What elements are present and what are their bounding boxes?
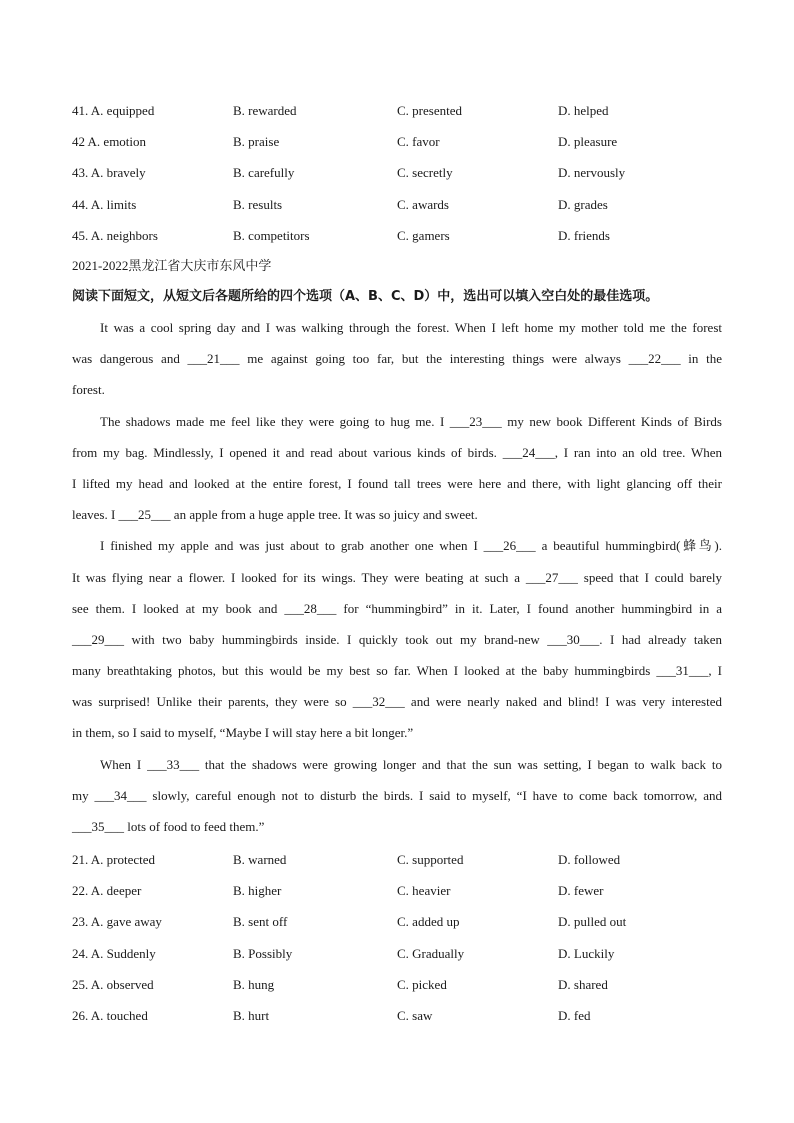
option-c: C. presented [397,103,462,118]
option-d: D. followed [558,852,621,867]
option-d: D. pulled out [558,914,627,930]
option-a: 21. A. protected [72,852,156,867]
option-d: D. friends [558,227,610,243]
option-d: D. pleasure [558,134,618,150]
option-b: B. hurt [233,1007,270,1023]
option-a: 44. A. limits [72,196,137,212]
option-a: 26. A. touched [72,1007,148,1023]
option-row-22 [72,883,732,914]
passage-line: see them. I looked at my book and ___28___ for “hummingbird” in it. Later, I found another hummingbird in a [72,600,722,616]
passage-line: was dangerous and ___21___ me against going too far, but the interesting things were always ___22___ in the [72,351,722,367]
option-d: D. nervously [558,165,626,181]
passage-line: It was a cool spring day and I was walking through the forest. When I left home my mother told me the forest [100,320,722,335]
option-c: C. heavier [397,883,451,899]
option-row-44 [72,197,732,228]
option-row-43 [72,165,732,196]
option-a: 24. A. Suddenly [72,945,156,961]
passage-line: forest. [72,382,105,398]
option-row-45 [72,228,732,259]
option-d: D. grades [558,196,608,212]
option-d: D. shared [558,976,608,992]
option-d: D. helped [558,103,609,118]
passage-line: I finished my apple and was just about to grab another one when I ___26___ a beautiful hummingbird(蜂鸟). [100,538,722,554]
option-a: 22. A. deeper [72,883,142,899]
option-a: 41. A. equipped [72,103,155,118]
option-a: 25. A. observed [72,976,154,992]
option-c: C. secretly [397,165,453,181]
option-a: 45. A. neighbors [72,227,158,243]
reading-passage [72,320,722,850]
passage-line: leaves. I ___25___ an apple from a huge apple tree. It was so juicy and sweet. [72,507,478,523]
passage-line: from my bag. Mindlessly, I opened it and read about various kinds of birds. ___24___, I ran into an old tree. When [72,444,722,460]
passage-line: was surprised! Unlike their parents, they were so ___32___ and were nearly naked and blind! I was very interested [72,694,722,710]
section-instruction: 阅读下面短文，从短文后各题所给的四个选项（A、B、C、D）中，选出可以填入空白处的最佳选项。 [72,289,659,304]
option-a: 42 A. emotion [72,134,147,150]
option-row-23 [72,914,732,945]
option-b: B. competitors [233,227,310,243]
option-row-42 [72,134,732,165]
option-c: C. favor [397,134,440,150]
option-b: B. sent off [233,914,288,930]
option-d: D. Luckily [558,945,615,961]
option-d: D. fewer [558,883,604,899]
option-b: B. Possibly [233,945,293,961]
passage-line: When I ___33___ that the shadows were growing longer and that the sun was setting, I began to walk back to [100,756,722,772]
option-a: 43. A. bravely [72,165,146,181]
option-c: C. picked [397,976,447,992]
option-b: B. warned [233,852,287,867]
option-row-25 [72,977,732,1008]
passage-line: my ___34___ slowly, careful enough not to disturb the birds. I said to myself, “I have to come back tomorrow, and [72,787,722,803]
passage-line: The shadows made me feel like they were going to hug me. I ___23___ my new book Different Kinds of Birds [100,413,722,429]
passage-line: in them, so I said to myself, “Maybe I will stay here a bit longer.” [72,725,414,741]
option-d: D. fed [558,1007,591,1023]
option-c: C. gamers [397,227,450,243]
option-b: B. hung [233,976,275,992]
options-41-45 [72,103,732,259]
passage-line: many breathtaking photos, but this would be my best so far. When I looked at the baby hummingbirds ___31___, I [72,663,722,679]
option-b: B. results [233,196,283,212]
option-row-21 [72,852,732,883]
passage-line: ___35___ lots of food to feed them.” [72,819,265,834]
options-21-26 [72,852,732,1039]
option-c: C. awards [397,196,449,212]
passage-line: I lifted my head and looked at the entire forest, I found tall trees were here and there, with light glancing off their [72,475,722,491]
option-row-24 [72,946,732,977]
option-c: C. added up [397,914,460,930]
option-c: C. Gradually [397,945,465,961]
passage-line: It was flying near a flower. I looked for its wings. They were beating at such a ___27___ speed that I could barely [72,569,722,585]
option-c: C. saw [397,1007,433,1023]
option-row-41 [72,103,732,134]
option-b: B. rewarded [233,103,297,118]
option-b: B. carefully [233,165,295,181]
passage-line: ___29___ with two baby hummingbirds inside. I quickly took out my brand-new ___30___. I had already taken [72,631,722,647]
option-c: C. supported [397,852,464,867]
option-b: B. praise [233,134,280,150]
source-label: 2021-2022黑龙江省大庆市东风中学 [72,258,272,273]
option-a: 23. A. gave away [72,914,162,930]
option-b: B. higher [233,883,282,899]
option-row-26 [72,1008,732,1039]
